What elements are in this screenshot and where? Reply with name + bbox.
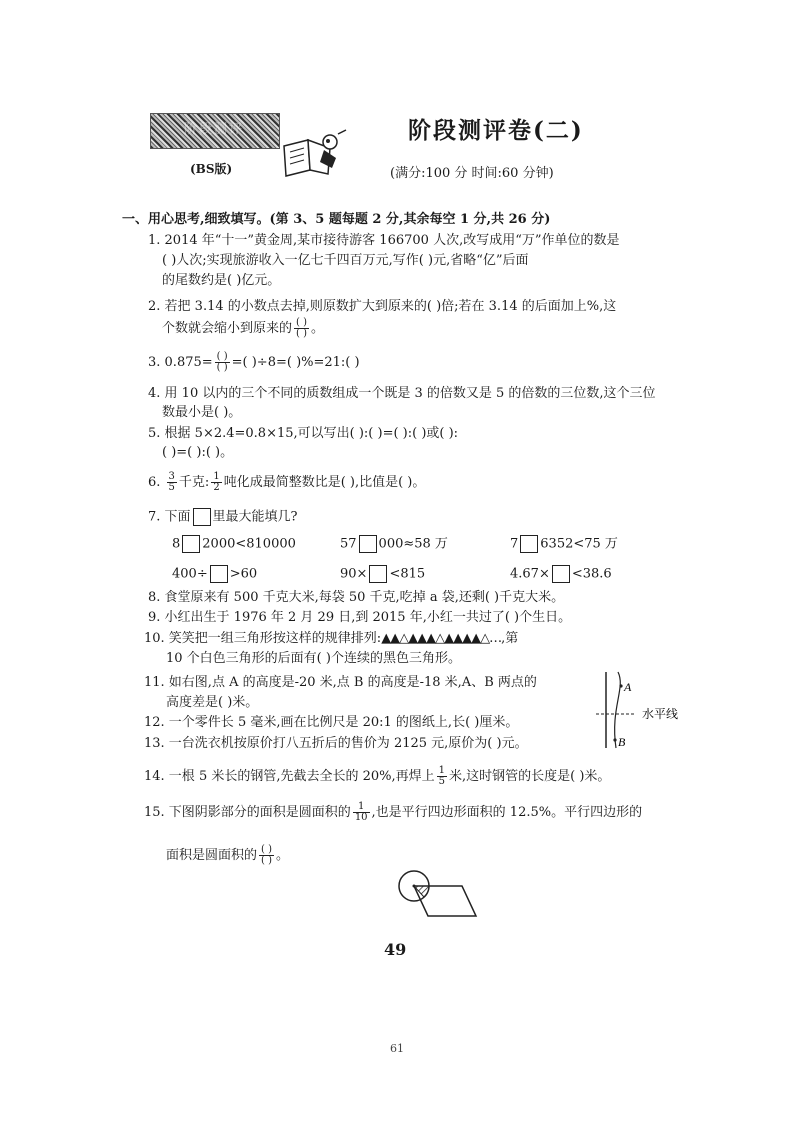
q11-point-b <box>613 738 616 741</box>
q15-fraction-numerator: 1 <box>353 802 370 813</box>
q7-item-4-left: 400÷ <box>172 566 208 582</box>
q10-text-start: 10. 笑笑把一组三角形按这样的规律排列: <box>144 631 382 646</box>
q7-item-1-left: 8 <box>172 536 181 552</box>
q7-item-3-left: 7 <box>510 536 519 552</box>
q2-fraction-denominator: ( ) <box>296 328 307 339</box>
q6-fraction-2-numerator: 1 <box>213 471 220 482</box>
q4-line1: 4. 用 10 以内的三个不同的质数组成一个既是 3 的倍数又是 5 的倍数的三位数,这个三位 <box>148 386 656 401</box>
q14-text-end: 米,这时钢管的长度是( )米。 <box>449 769 611 784</box>
q6-text-mid: 千克: <box>178 475 210 490</box>
q6-line <box>148 472 425 493</box>
q6-number: 6. <box>148 475 161 490</box>
q7-prompt-start: 7. 下面 <box>148 509 191 525</box>
q15-line2-end: 。 <box>276 848 290 863</box>
q7-item-6 <box>510 565 612 583</box>
score-time-info: (满分:100 分 时间:60 分钟) <box>390 166 554 181</box>
footer-number: 61 <box>390 1042 404 1055</box>
q15-text-end: ,也是平行四边形面积的 12.5%。平行四边形的 <box>371 805 643 820</box>
page-number: 49 <box>384 940 407 959</box>
q3-line <box>148 352 360 373</box>
section-heading: 一、用心思考,细致填写。(第 3、5 题每题 2 分,其余每空 1 分,共 26 分) <box>122 212 551 227</box>
q2-fraction-numerator: ( ) <box>296 317 307 328</box>
q11-label-a: A <box>624 680 632 694</box>
q11-label-b: B <box>618 735 626 749</box>
q7-item-1-box <box>182 535 200 553</box>
q7-prompt <box>148 508 298 526</box>
q15-circle-parallelogram-figure <box>392 866 482 920</box>
q14-fraction <box>437 766 447 787</box>
q9-line: 9. 小红出生于 1976 年 2 月 29 日,到 2015 年,小红一共过了( )个生日。 <box>148 610 572 625</box>
q7-item-6-left: 4.67× <box>510 566 550 582</box>
q2-answer-fraction <box>294 318 309 339</box>
q7-item-4-box <box>210 565 228 583</box>
q7-prompt-end: 里最大能填几? <box>212 509 298 525</box>
q11-line2: 高度差是( )米。 <box>166 695 259 710</box>
q8-line: 8. 食堂原来有 500 千克大米,每袋 50 千克,吃掉 a 袋,还剩( )千克大米。 <box>148 590 565 605</box>
q7-item-4-right: >60 <box>229 566 258 582</box>
q15-answer-numerator: ( ) <box>261 844 272 855</box>
q10-line2: 10 个白色三角形的后面有( )个连续的黑色三角形。 <box>166 651 461 666</box>
q11-line1: 11. 如右图,点 A 的高度是-20 米,点 B 的高度是-18 米,A、B 两点的 <box>144 675 537 690</box>
q7-item-4 <box>172 565 257 583</box>
q15-line2-text: 面积是圆面积的 <box>166 848 258 863</box>
q7-item-5-right: <815 <box>389 566 426 582</box>
q2-line2 <box>162 318 324 339</box>
q14-fraction-denominator: 5 <box>438 776 446 787</box>
q3-fraction-numerator: ( ) <box>216 351 228 362</box>
q7-item-1 <box>172 535 296 553</box>
q3-text-start: 3. 0.875= <box>148 355 213 370</box>
q7-item-2 <box>340 535 448 553</box>
q15-answer-fraction <box>259 845 274 866</box>
q7-item-3-right: 6352<75 万 <box>540 536 618 552</box>
q1-line1: 1. 2014 年“十一”黄金周,某市接待游客 166700 人次,改写成用“万”作单位的数是 <box>148 233 620 248</box>
q7-item-5-box <box>369 565 387 583</box>
page-title: 阶段测评卷(二) <box>408 117 584 144</box>
q7-item-3 <box>510 535 618 553</box>
q7-item-5-left: 90× <box>340 566 368 582</box>
q14-text-start: 14. 一根 5 米长的钢管,先截去全长的 20%,再焊上 <box>144 769 435 784</box>
q7-item-2-left: 57 <box>340 536 357 552</box>
q15-line1 <box>144 802 642 823</box>
edition-label: (BS版) <box>190 162 233 176</box>
q15-line2 <box>166 845 289 866</box>
q2-line1: 2. 若把 3.14 的小数点去掉,则原数扩大到原来的( )倍;若在 3.14 的后面加上%,这 <box>148 299 617 314</box>
q7-item-2-box <box>359 535 377 553</box>
q2-line2-text: 个数就会缩小到原来的 <box>162 321 293 336</box>
q6-fraction-1 <box>167 472 177 493</box>
q3-answer-fraction <box>215 352 230 373</box>
q6-fraction-2 <box>211 472 221 493</box>
q7-prompt-blank-box <box>193 508 211 526</box>
q10-line1 <box>144 631 518 647</box>
q7-item-2-right: 000≈58 万 <box>378 536 448 552</box>
q1-line2: ( )人次;实现旅游收入一亿七千四百万元,写作( )元,省略“亿”后面 <box>162 253 529 268</box>
q10-triangle-sequence: ▲▲△▲▲▲△▲▲▲▲△… <box>381 631 502 646</box>
q15-fraction-denominator: 10 <box>354 812 368 823</box>
q10-text-end: ,第 <box>501 631 519 646</box>
q5-line1: 5. 根据 5×2.4=0.8×15,可以写出( ):( )=( ):( )或( ): <box>148 426 459 441</box>
logo-text: 阶段测评 <box>183 122 244 137</box>
q14-fraction-numerator: 1 <box>438 765 446 776</box>
q3-fraction-denominator: ( ) <box>216 362 228 373</box>
q6-text-end: 吨化成最简整数比是( ),比值是( )。 <box>223 475 426 490</box>
q15-fraction <box>353 802 370 823</box>
q3-text-end: =( )÷8=( )%=21:( ) <box>231 355 360 370</box>
q14-line <box>144 766 610 787</box>
q1-line3: 的尾数约是( )亿元。 <box>162 273 281 288</box>
q7-item-5 <box>340 565 425 583</box>
q7-item-3-box <box>520 535 538 553</box>
q6-fraction-1-numerator: 3 <box>168 471 175 482</box>
q15-answer-denominator: ( ) <box>261 855 272 866</box>
q13-line: 13. 一台洗衣机按原价打八五折后的售价为 2125 元,原价为( )元。 <box>144 736 528 751</box>
q6-fraction-1-denominator: 5 <box>168 482 175 493</box>
q2-line2-end: 。 <box>311 321 325 336</box>
q6-fraction-2-denominator: 2 <box>213 482 220 493</box>
q5-line2: ( )=( ):( )。 <box>162 445 234 460</box>
q7-item-6-right: <38.6 <box>571 566 612 582</box>
q11-height-diagram <box>596 668 696 752</box>
q11-point-a <box>619 684 622 687</box>
reading-book-illustration <box>280 128 350 180</box>
q4-line2: 数最小是( )。 <box>162 405 242 420</box>
q7-item-6-box <box>552 565 570 583</box>
q12-line: 12. 一个零件长 5 毫米,画在比例尺是 20:1 的图纸上,长( )厘米。 <box>144 715 519 730</box>
q15-text-start: 15. 下图阴影部分的面积是圆面积的 <box>144 805 351 820</box>
q7-item-1-right: 2000<810000 <box>202 536 296 552</box>
q11-water-label: 水平线 <box>642 707 679 721</box>
